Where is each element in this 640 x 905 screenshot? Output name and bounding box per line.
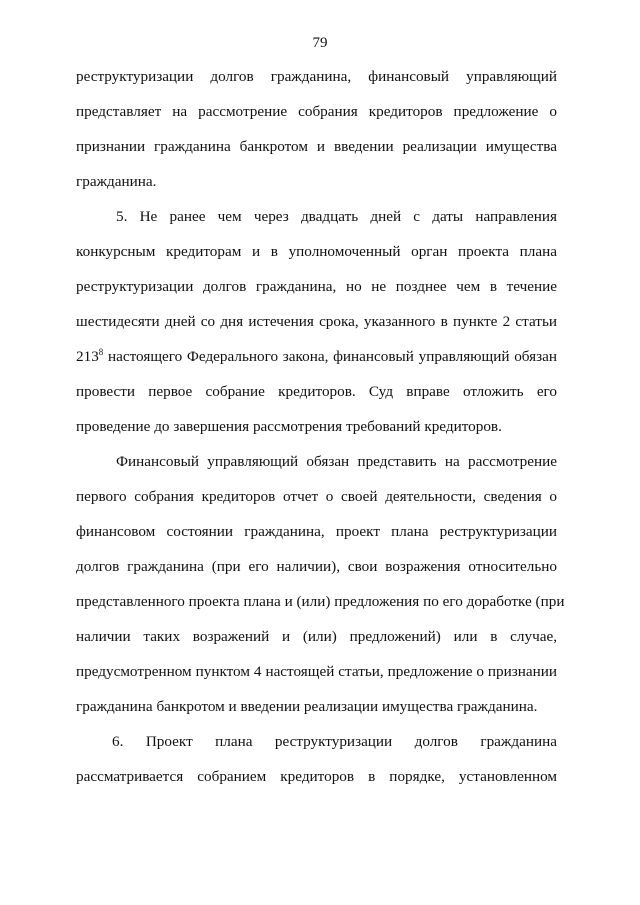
text-line — [76, 346, 557, 368]
text-line: предусмотренном пунктом 4 настоящей статьи, предложение о признании — [76, 663, 557, 680]
text-line: гражданина. — [76, 173, 157, 190]
text-line: представленного проекта плана и (или) предложения по его доработке (при — [76, 593, 565, 610]
text-line: шестидесяти дней со дня истечения срока, указанного в пункте 2 статьи — [76, 313, 557, 330]
text-line: Финансовый управляющий обязан представить на рассмотрение — [116, 453, 557, 470]
text-line: 6. Проект плана реструктуризации долгов гражданина — [112, 733, 557, 750]
text-line: проведение до завершения рассмотрения требований кредиторов. — [76, 418, 502, 435]
text-line: гражданина банкротом и введении реализации имущества гражданина. — [76, 698, 538, 715]
text-line: признании гражданина банкротом и введении реализации имущества — [76, 138, 557, 155]
text-line: рассматривается собранием кредиторов в порядке, установленном — [76, 768, 557, 785]
text-line: наличии таких возражений и (или) предложений) или в случае, — [76, 628, 557, 645]
text-line: первого собрания кредиторов отчет о своей деятельности, сведения о — [76, 488, 557, 505]
text-line: долгов гражданина (при его наличии), свои возражения относительно — [76, 558, 557, 575]
text-line: финансовом состоянии гражданина, проект плана реструктуризации — [76, 523, 557, 540]
article-superscript: 8 — [98, 347, 104, 357]
text-line: 5. Не ранее чем через двадцать дней с даты направления — [116, 208, 557, 225]
text-line: реструктуризации долгов гражданина, финансовый управляющий — [76, 68, 557, 85]
text-line: конкурсным кредиторам и в уполномоченный орган проекта плана — [76, 243, 557, 260]
line-rest: настоящего Федерального закона, финансовый управляющий обязан — [103, 348, 557, 365]
page-number: 79 — [312, 35, 328, 51]
article-number: 213 — [76, 348, 99, 365]
text-line: провести первое собрание кредиторов. Суд вправе отложить его — [76, 383, 557, 400]
text-line: реструктуризации долгов гражданина, но не позднее чем в течение — [76, 278, 557, 295]
text-line: представляет на рассмотрение собрания кредиторов предложение о — [76, 103, 557, 120]
